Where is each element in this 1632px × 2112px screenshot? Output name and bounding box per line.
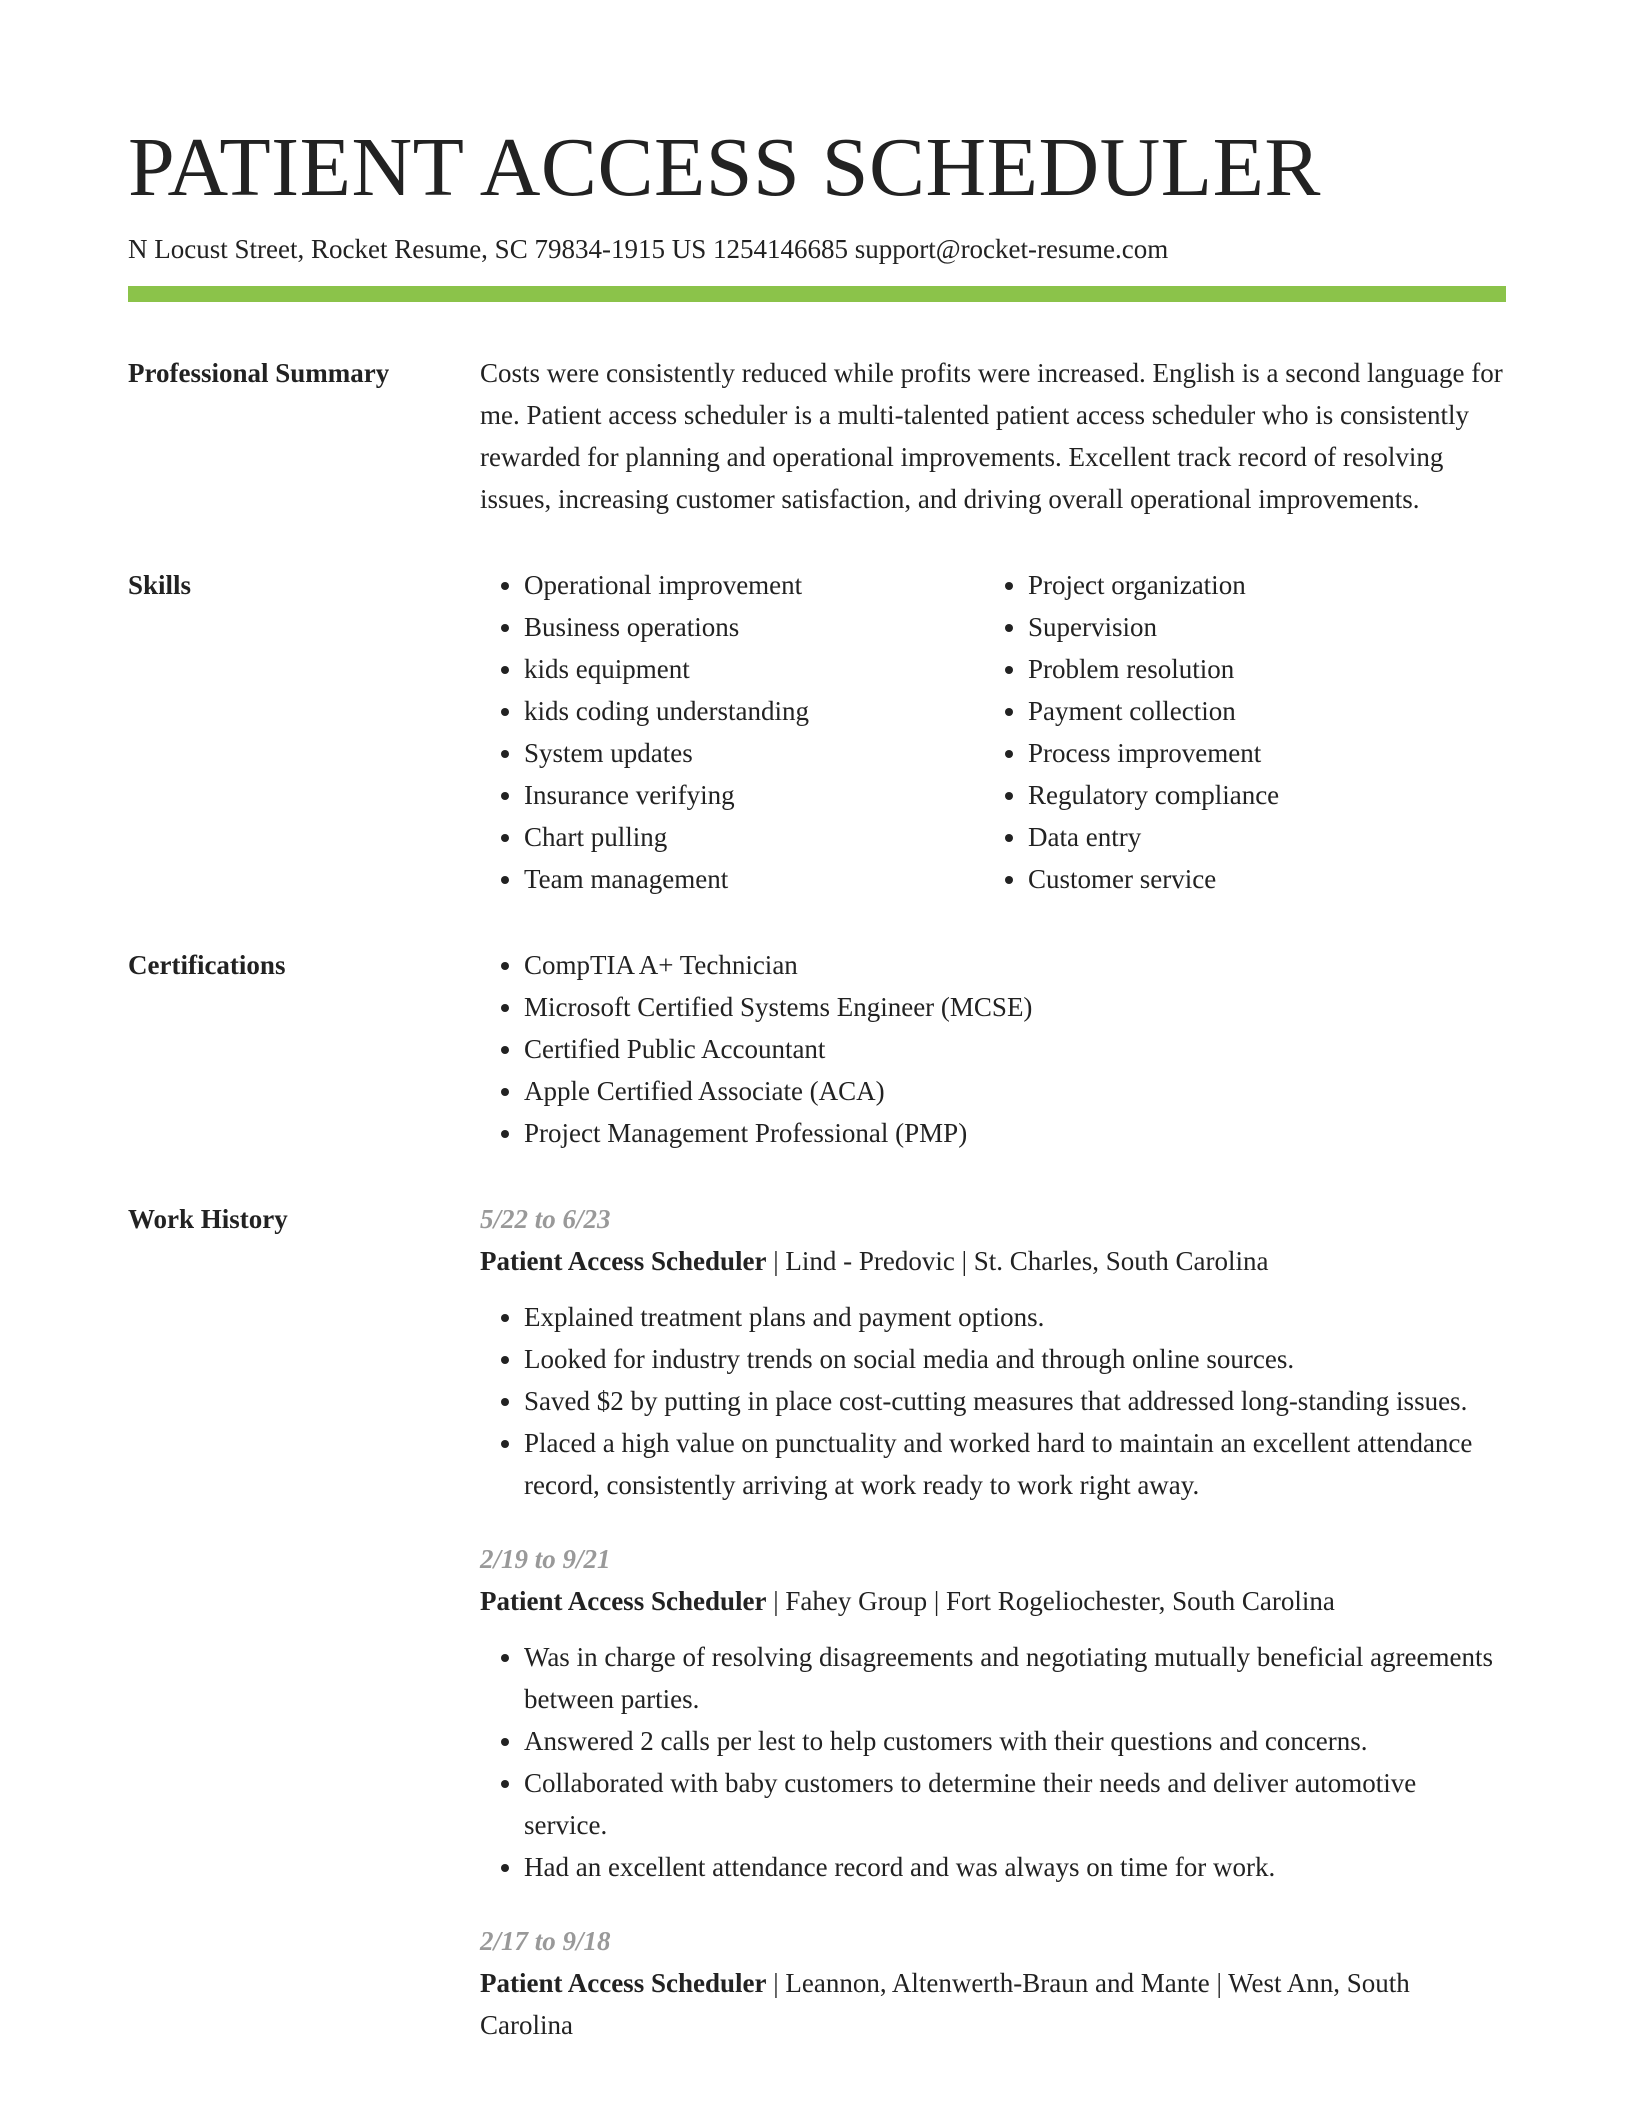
- skill-item: • kids coding understanding: [524, 690, 984, 732]
- job-bullet: • Explained treatment plans and payment options.: [524, 1296, 1506, 1338]
- job-bullets: [480, 1636, 1506, 1888]
- job-heading: [480, 1962, 1506, 2046]
- skill-item: • Business operations: [524, 606, 984, 648]
- job-bullet: • Was in charge of resolving disagreements and negotiating mutually beneficial agreements between parties.: [524, 1636, 1506, 1720]
- summary-text: Costs were consistently reduced while profits were increased. English is a second language for me. Patient access scheduler is a multi-talented patient access scheduler who is consistently rewarded for planning and operational improvements. Excellent track record of resolving issues, increasing customer satisfaction, and driving overall operational improvements.: [480, 358, 1503, 514]
- skill-item: • kids equipment: [524, 648, 984, 690]
- certifications-label: Certifications: [128, 950, 286, 980]
- job-details: | Lind - Predovic | St. Charles, South Carolina: [766, 1246, 1269, 1276]
- skill-item: • Customer service: [1028, 858, 1279, 900]
- skill-item: • Process improvement: [1028, 732, 1279, 774]
- job-heading: [480, 1240, 1506, 1282]
- job-bullet: • Answered 2 calls per lest to help customers with their questions and concerns.: [524, 1720, 1506, 1762]
- job-bullet: • Collaborated with baby customers to determine their needs and deliver automotive service.: [524, 1762, 1506, 1846]
- job-entry: [480, 1198, 1506, 1506]
- skill-item: • Operational improvement: [524, 564, 984, 606]
- job-bullet: • Had an excellent attendance record and was always on time for work.: [524, 1846, 1506, 1888]
- skill-item: • System updates: [524, 732, 984, 774]
- summary-label: Professional Summary: [128, 358, 390, 388]
- skill-item: • Regulatory compliance: [1028, 774, 1279, 816]
- job-details: | Fahey Group | Fort Rogeliochester, South Carolina: [766, 1586, 1335, 1616]
- skill-item: • Supervision: [1028, 606, 1279, 648]
- header-divider: [128, 286, 1506, 302]
- job-bullet: • Looked for industry trends on social media and through online sources.: [524, 1338, 1506, 1380]
- skills-list-left: [480, 564, 984, 900]
- certifications-section: [128, 944, 1506, 1154]
- certifications-list: [480, 944, 1506, 1154]
- skill-item: • Insurance verifying: [524, 774, 984, 816]
- certification-item: • Apple Certified Associate (ACA): [524, 1070, 1506, 1112]
- job-title: Patient Access Scheduler: [480, 1968, 767, 1998]
- skills-label: Skills: [128, 570, 192, 600]
- resume-name: PATIENT ACCESS SCHEDULER: [128, 121, 1321, 214]
- job-dates: 5/22 to 6/23: [480, 1204, 611, 1234]
- job-title: Patient Access Scheduler: [480, 1246, 767, 1276]
- certification-item: • Microsoft Certified Systems Engineer (MCSE): [524, 986, 1506, 1028]
- skills-section: [128, 564, 1506, 900]
- skill-item: • Payment collection: [1028, 690, 1279, 732]
- job-bullet: • Placed a high value on punctuality and worked hard to maintain an excellent attendance record, consistently arriving at work ready to work right away.: [524, 1422, 1506, 1506]
- job-entry: [480, 1920, 1506, 2046]
- skill-item: • Data entry: [1028, 816, 1279, 858]
- job-details: | Leannon, Altenwerth-Braun and Mante | West Ann, South Carolina: [480, 1968, 1410, 2040]
- certification-item: • Project Management Professional (PMP): [524, 1112, 1506, 1154]
- certification-item: • Certified Public Accountant: [524, 1028, 1506, 1070]
- certification-item: • CompTIA A+ Technician: [524, 944, 1506, 986]
- skill-item: • Team management: [524, 858, 984, 900]
- job-bullet: • Saved $2 by putting in place cost-cutting measures that addressed long-standing issues.: [524, 1380, 1506, 1422]
- skills-list-right: [984, 564, 1279, 900]
- work-history-section: [128, 1198, 1506, 2078]
- skill-item: • Chart pulling: [524, 816, 984, 858]
- contact-line: N Locust Street, Rocket Resume, SC 79834-1915 US 1254146685 support@rocket-resume.com: [128, 234, 1169, 264]
- job-bullets: [480, 1296, 1506, 1506]
- skill-item: • Problem resolution: [1028, 648, 1279, 690]
- job-title: Patient Access Scheduler: [480, 1586, 767, 1616]
- skill-item: • Project organization: [1028, 564, 1279, 606]
- summary-section: [128, 352, 1506, 520]
- job-dates: 2/19 to 9/21: [480, 1544, 611, 1574]
- job-dates: 2/17 to 9/18: [480, 1926, 611, 1956]
- work-history-label: Work History: [128, 1204, 288, 1234]
- job-heading: [480, 1580, 1506, 1622]
- job-entry: [480, 1538, 1506, 1888]
- resume-page: [128, 116, 1506, 2078]
